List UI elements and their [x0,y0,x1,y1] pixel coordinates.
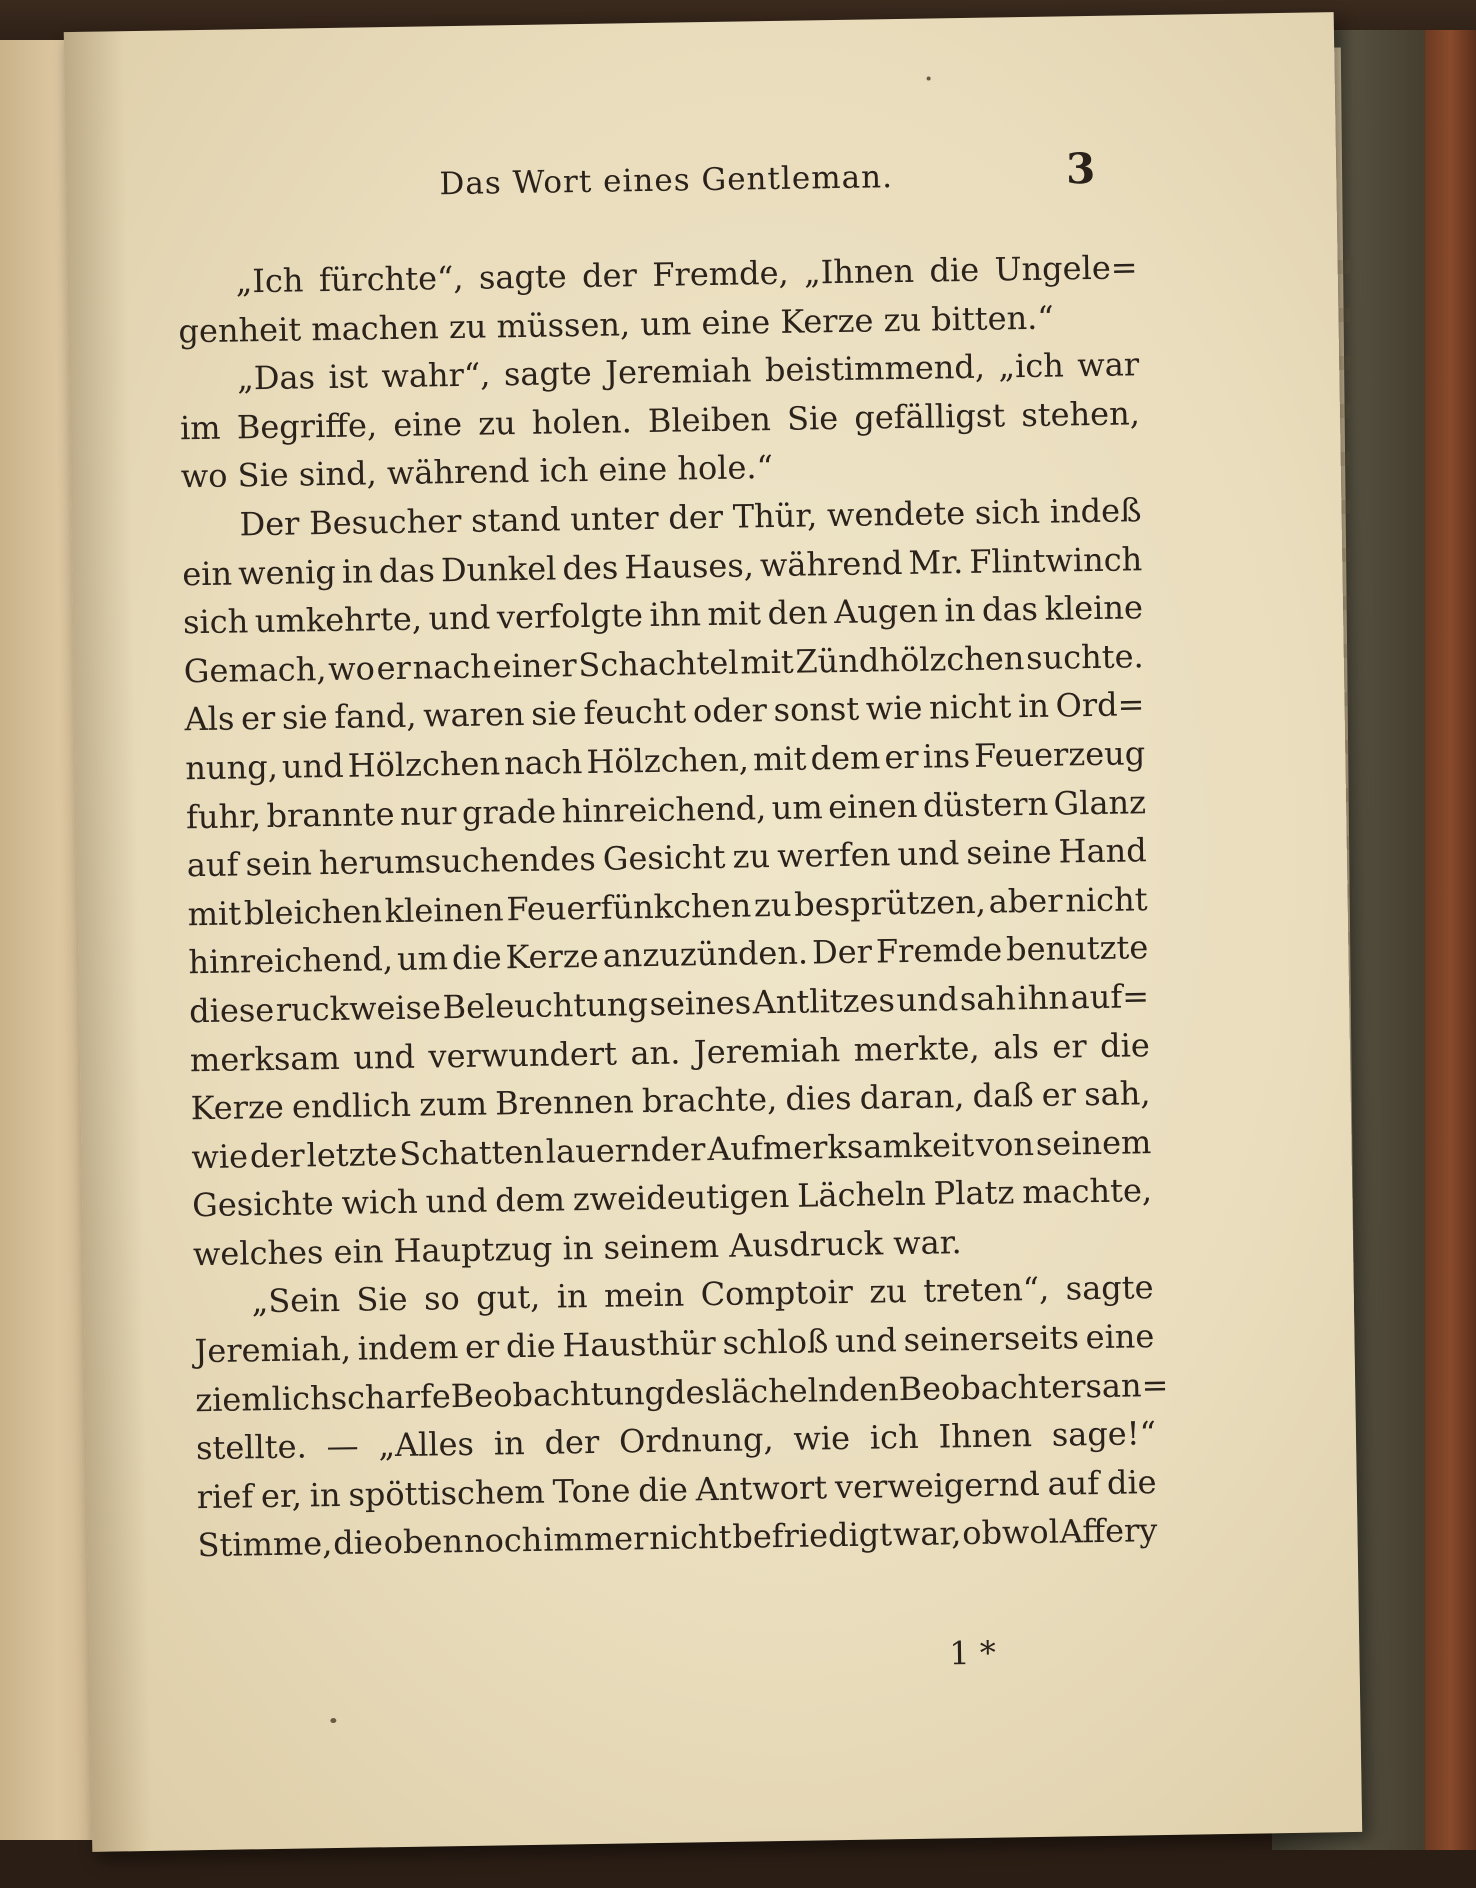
text-line: merksam und verwundert an. Jeremiah merkte, als er die [189,1025,1151,1079]
page-number: 3 [1065,143,1096,194]
text-line: auf sein herumsuchendes Gesicht zu werfen und seine Hand [186,831,1148,885]
text-line: rief er, in spöttischem Tone die Antwort verweigernd auf die [196,1462,1157,1517]
text-line: wie der letzte Schatten lauernder Aufmerksamkeit von seinem [191,1122,1152,1176]
text-line: sich umkehrte, und verfolgte ihn mit den Augen in das kleine [182,588,1144,642]
text-line: Gesichte wich und dem zweideutigen Lächeln Platz machte, [191,1171,1153,1225]
signature-mark: 1 * [949,1633,997,1673]
text-line: mit bleichen kleinen Feuerfünkchen zu besprützen, aber nicht [187,879,1148,933]
text-line: nung, und Hölzchen nach Hölzchen, mit dem er ins Feuerzeug [185,734,1146,788]
text-line: „Das ist wahr“, sagte Jeremiah beistimmend, „ich war [236,345,1140,398]
text-line: diese ruckweise Beleuchtung seines Antlitzes und sah ihn auf= [188,977,1150,1031]
paper-speck [927,76,931,80]
text-line: hinreichend, um die Kerze anzuzünden. Der Fremde benutzte [188,928,1149,982]
text-line: welches ein Hauptzug in seinem Ausdruck war. [192,1223,962,1274]
text-line: „Sein Sie so gut, in mein Comptoir zu treten“, sagte [251,1268,1154,1321]
book-page [64,12,1362,1852]
text-line: Jeremiah, indem er die Hausthür schloß und seinerseits eine [194,1317,1155,1371]
text-line: ein wenig in das Dunkel des Hauses, während Mr. Flintwinch [182,539,1143,593]
text-line: genheit machen zu müssen, um eine Kerze zu bitten.“ [178,298,1054,350]
text-line: „Ich fürchte“, sagte der Fremde, „Ihnen die Ungele= [235,248,1138,301]
paper-speck [330,1718,336,1723]
text-line: Stimme, die oben noch immer nicht befriedigt war, obwol Affery [197,1511,1158,1565]
text-line: ziemlich scharfe Beobachtung des lächelnden Beobachters an= [194,1365,1169,1419]
text-line: Gemach, wo er nach einer Schachtel mit Zündhölzchen suchte. [183,636,1144,691]
text-line: Als er sie fand, waren sie feucht oder sonst wie nicht in Ord= [184,685,1145,739]
leather-binding [1425,30,1476,1850]
text-line: wo Sie sind, während ich eine hole.“ [180,448,774,496]
body-text [177,243,1169,1570]
text-line: im Begriffe, eine zu holen. Bleiben Sie gefälligst stehen, [179,394,1141,448]
text-line: Kerze endlich zum Brennen brachte, dies daran, daß er sah, [190,1074,1151,1128]
running-title: Das Wort eines Gentleman. [439,159,894,203]
text-line: stellte. — „Alles in der Ordnung, wie ich Ihnen sage!“ [195,1414,1157,1468]
text-line: Der Besucher stand unter der Thür, wendete sich indeß [239,491,1142,544]
text-line: fuhr, brannte nur grade hinreichend, um einen düstern Glanz [185,782,1147,836]
